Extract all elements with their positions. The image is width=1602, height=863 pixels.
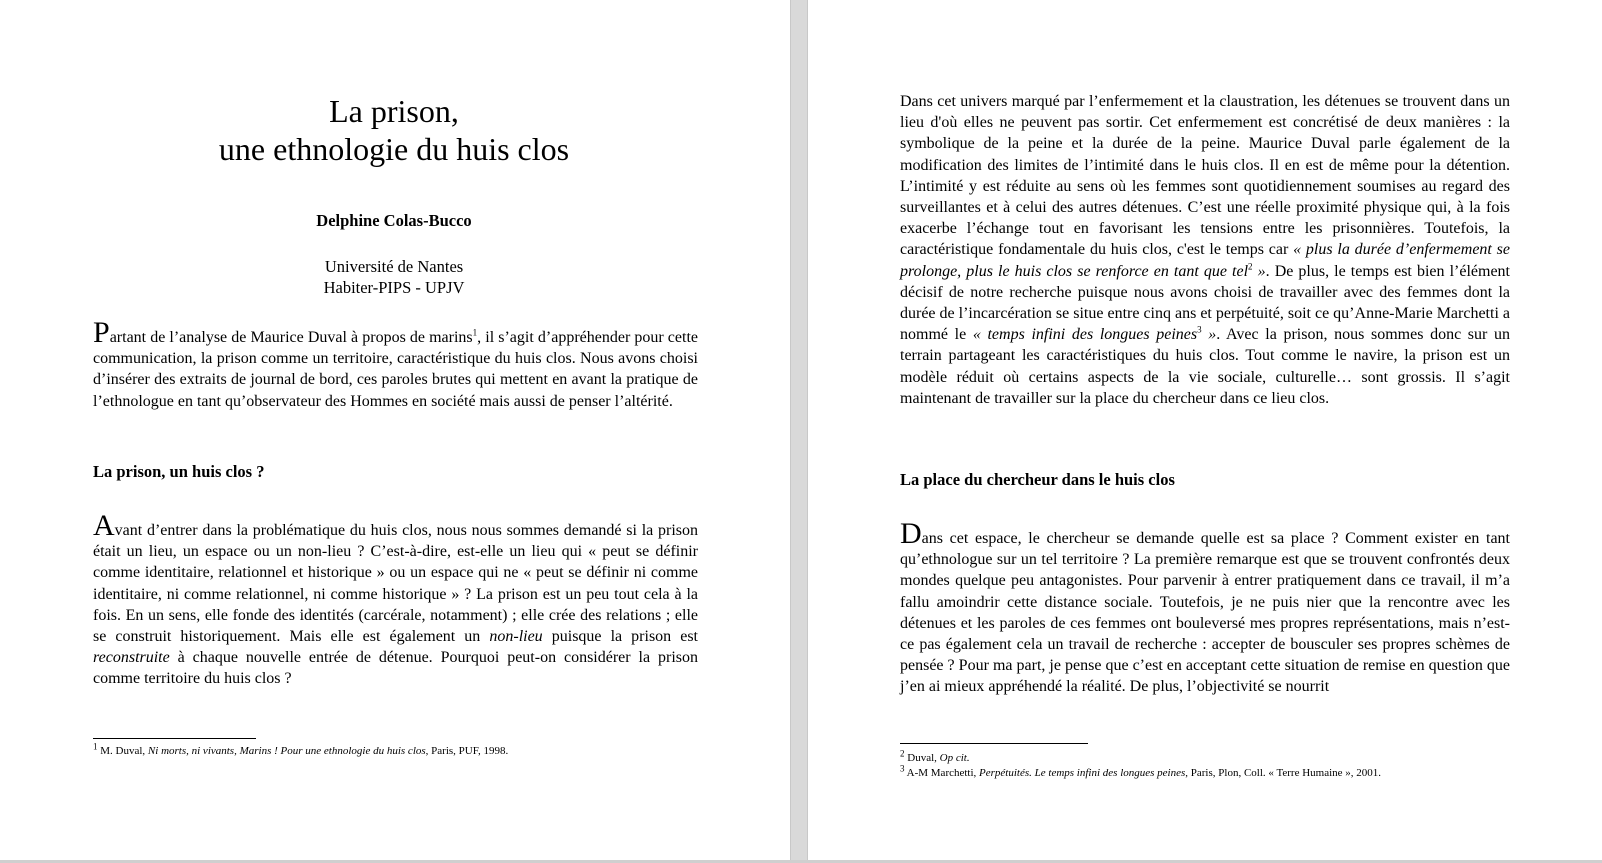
document-page-left xyxy=(0,0,790,860)
footnote-text-a: Duval, xyxy=(904,752,940,764)
para1-text-a: Dans cet univers marqué par l’enfermement et la claustration, les détenues se trouvent dans un lieu d'où elles ne peuvent pas sortir. Cet enfermement est concrétisé de deux manières : la symbolique de la peine et la durée de la peine. Maurice Duval parle également de la modification des limites de l’intimité dans le huis clos. Il en est de même pour la détention. L’intimité y est réduite au sens où les femmes sont quotidiennement soumises au regard des surveillantes et à celui des autres détenues. C’est une réelle proximité physique qui, à la fois exacerbe l’échange tout en favorisant les tensions entre les prisonnières. Toutefois, la caractéristique fondamentale du huis clos, c'est le temps car xyxy=(900,93,1510,259)
title-line-2: une ethnologie du huis clos xyxy=(218,131,570,167)
footnote-italic: Ni morts, ni vivants, Marins ! Pour une ethnologie du huis clos xyxy=(147,745,426,757)
section-heading-2: La place du chercheur dans le huis clos xyxy=(900,470,1175,489)
para1-quote1-b: » xyxy=(1252,262,1266,280)
drop-cap: A xyxy=(93,509,115,542)
para1-quote1-a: « plus la durée d’enfermement se prolonge, plus le huis clos se renforce en tant que tel xyxy=(900,241,1511,280)
footnote-number: 1 xyxy=(93,741,98,752)
section1-paragraph xyxy=(93,509,698,690)
footnote-2 xyxy=(900,748,1560,766)
drop-cap: D xyxy=(900,517,922,550)
footnote-1 xyxy=(93,741,733,759)
section-heading-1: La prison, un huis clos ? xyxy=(93,462,265,481)
title-line-1: La prison, xyxy=(329,93,459,129)
intro-text-a: artant de l’analyse de Maurice Duval à propos de marins xyxy=(109,329,473,346)
paragraph-univers xyxy=(900,91,1510,409)
footnote-number: 2 xyxy=(900,748,905,759)
drop-cap: P xyxy=(93,316,110,349)
section1-text-b: puisque la prison est xyxy=(542,628,698,646)
intro-text-b: , il s’agit d’appréhender pour cette communication, la prison comme un territoire, caractéristique du huis clos. Nous avons choisi d’insérer des extraits de journal de bord, ces paroles brutes qui mettent en avant la pratique de l’ethnologue en tant qu’observateur des Hommes en société mais aussi de penser l’altérité. xyxy=(93,329,698,410)
page-gap xyxy=(790,0,808,863)
footnote-italic: Op cit. xyxy=(939,752,970,764)
document-title xyxy=(94,92,694,168)
footnote-separator xyxy=(93,738,256,739)
paragraph-chercheur xyxy=(900,517,1510,698)
footnote-text-b: , Paris, Plon, Coll. « Terre Humaine », 2001. xyxy=(1185,767,1382,779)
para1-quote2-b: » xyxy=(1201,326,1217,344)
intro-paragraph xyxy=(93,316,698,412)
section1-italic-b: reconstruite xyxy=(93,649,170,667)
section1-italic-a: non-lieu xyxy=(489,628,543,646)
footnote-ref-2: 2 xyxy=(1248,261,1253,272)
para2-text: ans cet espace, le chercheur se demande quelle est sa place ? Comment exister en tant qu’ethnologue sur un tel territoire ? La première remarque est que se trouvent confrontés deux mondes quelque peu antagonistes. Pour parvenir à entrer pratiquement dans ce travail, il m’a fallu amoindrir cette distance sociale. Toutefois, je ne puis nier que la rencontre avec les détenues et les paroles de ces femmes ont bouleversé mes propres représentations, mais n’est-ce pas également cela un travail de recherche : accepter de bousculer ses propres schèmes de pensée ? Pour ma part, je pense que c’est en acceptant cette situation de remise en question que j’en ai mieux appréhendé la réalité. De plus, l’objectivité se nourrit xyxy=(900,530,1510,696)
footnote-text-a: A-M Marchetti, xyxy=(904,767,980,779)
footnote-number: 3 xyxy=(900,763,905,774)
footnote-separator xyxy=(900,743,1088,744)
footnote-text-a: M. Duval, xyxy=(97,745,148,757)
para1-text-b: . De plus, le temps est bien l’élément décisif de notre recherche puisque nous avons choisi de travailler avec des femmes dont la durée de l’incarcération se situe entre cinq ans et perpétuité, soit ce qu’Anne-Marie Marchetti a nommé le xyxy=(900,262,1510,344)
author-name: Delphine Colas-Bucco xyxy=(316,211,472,230)
affiliation-line-1: Université de Nantes xyxy=(324,257,464,276)
section1-text-a: vant d’entrer dans la problématique du huis clos, nous nous sommes demandé si la prison était un lieu, un espace ou un non-lieu ? C’est-à-dire, est-elle un lieu qui « peut se définir comme identitaire, relationnel et historique » ou un espace qui ne « peut se définir ni comme identitaire, ni comme relationnel, ni comme historique » ? La prison est un peu tout cela à la fois. En un sens, elle fonde des identités (carcérale, notamment) ; elle crée des relations ; elle se construit historiquement. Mais elle est également un xyxy=(93,522,698,646)
footnote-ref-1: 1 xyxy=(472,327,478,338)
footnote-ref-3: 3 xyxy=(1197,324,1202,335)
document-page-right xyxy=(808,0,1602,860)
footnote-text-b: , Paris, PUF, 1998. xyxy=(425,745,509,757)
para1-text-c: . Avec la prison, nous sommes donc sur un terrain partageant les caractéristiques du huis clos. Tout comme le navire, la prison est un modèle réduit où certains aspects de la vie sociale, culturelle… sont grossis. Il s’agit maintenant de travailler sur la place du chercheur dans ce lieu clos. xyxy=(900,326,1511,407)
footnote-italic: Perpétuités. Le temps infini des longues peines xyxy=(979,767,1186,779)
affiliation-line-2: Habiter-PIPS - UPJV xyxy=(323,278,465,297)
para1-quote2-a: « temps infini des longues peines xyxy=(972,326,1198,344)
section1-text-c: à chaque nouvelle entrée de détenue. Pourquoi peut-on considérer la prison comme territoire du huis clos ? xyxy=(93,649,698,688)
footnote-3 xyxy=(900,763,1580,781)
affiliation xyxy=(94,256,694,298)
